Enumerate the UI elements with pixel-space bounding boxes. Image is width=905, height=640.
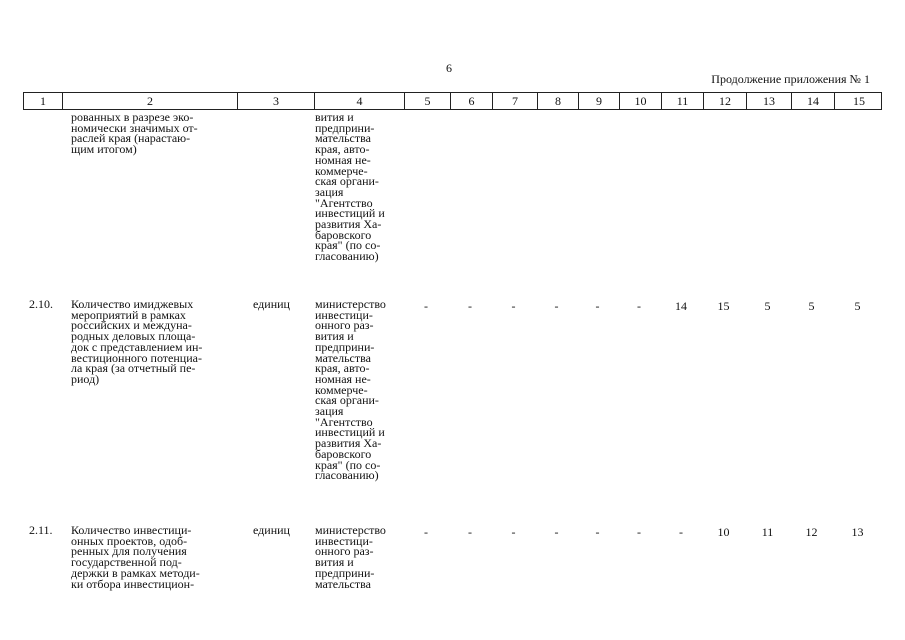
header-cell: 15 [834,93,883,109]
row-value-cell: 5 [764,299,771,313]
row-value-cell: - [637,525,641,539]
row-value-cell: 15 [717,299,730,313]
row-value-cell: - [679,525,683,539]
row-value-cell: 10 [717,525,730,539]
row-executor-cell: вития и предприни- мательства края, авто- номная не- коммерче- ская органи- зация "Агентство инвестиций и развития Ха- баровского края" (по со- гласованию) [315,110,385,264]
header-cell: 2 [62,93,237,109]
header-cell: 1 [40,94,46,108]
header-cell: 9 [578,93,619,109]
row-value-cell: 5 [854,299,861,313]
row-value-cell: - [595,525,600,539]
page-number: 6 [446,61,452,75]
row-value-cell: - [595,299,600,313]
row-value-cell: - [554,299,559,313]
header-cell: 6 [450,93,492,109]
row-value-cell: 5 [808,299,815,313]
header-cell: 13 [746,93,791,109]
header-cell: 10 [619,93,661,109]
row-value-cell: - [468,525,472,539]
row-executor-cell: министерство инвестици- онного раз- вития и предприни- мательства края, авто- номная не- коммерче- ская органи- зация "Агентство инвестиций и развития Ха- баровского края" (по со- гласованию) [315,297,386,483]
row-value-cell: 13 [851,525,864,539]
table-header-row [23,92,882,110]
row-number-cell: 2.10. [29,297,53,311]
row-unit-cell: единиц [253,523,290,537]
row-value-cell: - [554,525,559,539]
row-value-cell: 12 [805,525,818,539]
row-name-cell: рованных в разрезе эко- номически значимых от- раслей края (нарастаю- щим итогом) [71,110,198,157]
header-cell: 11 [661,93,703,109]
header-cell: 14 [791,93,834,109]
header-cell: 12 [703,93,746,109]
row-value-cell: - [637,299,641,313]
row-name-cell: Количество инвестици- онных проектов, одоб- ренных для получения государственной под- держки в рамках методи- ки отбора инвестицион- [71,523,200,591]
row-value-cell: - [468,299,472,313]
row-number-cell: 2.11. [29,523,53,537]
header-cell: 5 [404,93,450,109]
row-value-cell: - [511,525,516,539]
row-unit-cell: единиц [253,297,290,311]
header-cell: 8 [537,93,578,109]
row-value-cell: 14 [675,299,687,313]
row-value-cell: - [424,299,428,313]
row-executor-cell: министерство инвестици- онного раз- вития и предприни- мательства [315,523,386,591]
continuation-note: Продолжение приложения № 1 [711,72,870,86]
header-cell: 7 [492,93,537,109]
header-cell: 3 [237,93,314,109]
row-value-cell: - [424,525,428,539]
row-value-cell: - [511,299,516,313]
row-value-cell: 11 [761,525,774,539]
row-name-cell: Количество имиджевых мероприятий в рамках российских и междуна- родных деловых площа- док с представлением ин- вестиционного потенциа- ла края (за отчетный пе- риод) [71,297,203,386]
header-cell: 4 [314,93,404,109]
